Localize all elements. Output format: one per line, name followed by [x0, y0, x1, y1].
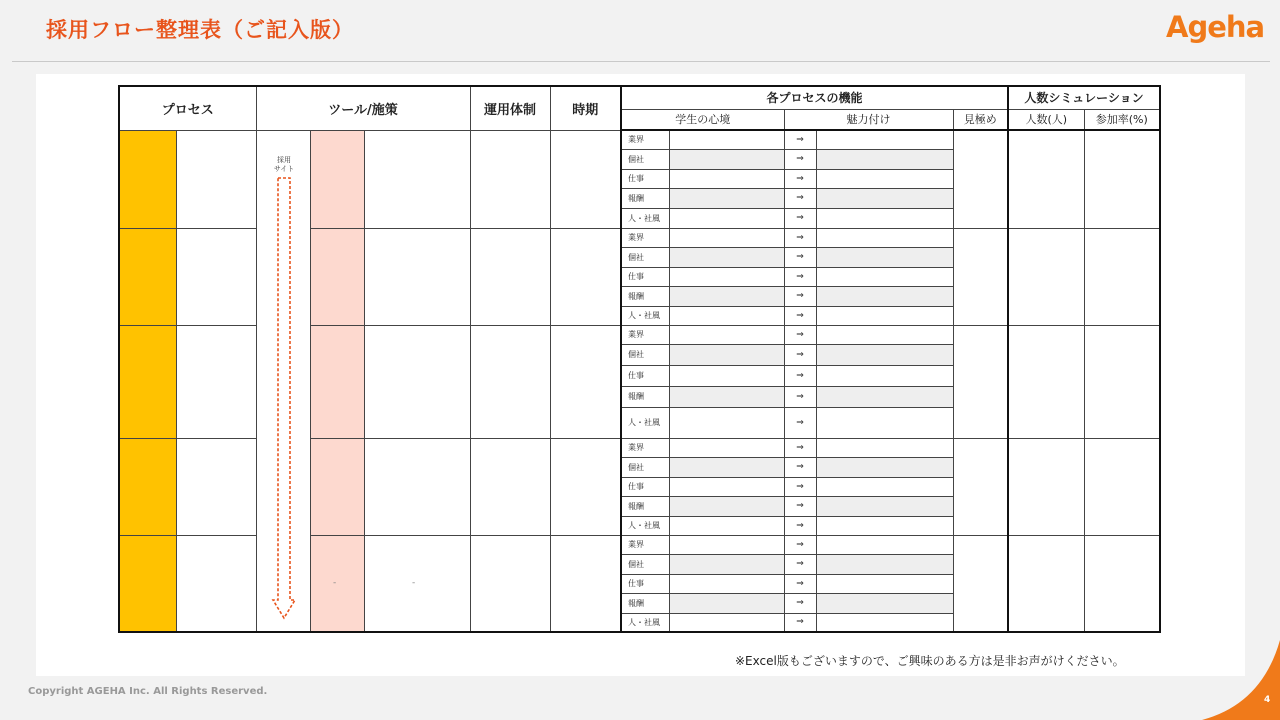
participation-cell[interactable]: [1084, 438, 1160, 535]
header-process: プロセス: [119, 86, 256, 130]
student-mind-cell[interactable]: [669, 613, 784, 632]
excel-note: ※Excel版もございますので、ご興味のある方は是非お声がけください。: [735, 654, 1125, 668]
appeal-cell[interactable]: [816, 407, 953, 438]
tool-name-cell[interactable]: [364, 228, 470, 325]
student-mind-cell[interactable]: [669, 306, 784, 325]
category-label: 報酬: [621, 188, 669, 208]
tool-color-cell[interactable]: [310, 325, 364, 438]
ageha-logo: Ageha: [1166, 10, 1265, 44]
count-cell[interactable]: [1008, 535, 1084, 632]
arrow-symbol: ⇒: [784, 325, 816, 344]
timing-cell[interactable]: [550, 535, 621, 632]
appeal-cell[interactable]: [816, 267, 953, 286]
arrow-symbol: ⇒: [784, 496, 816, 516]
category-label: 人・社風: [621, 208, 669, 228]
student-mind-cell[interactable]: [669, 386, 784, 407]
appeal-cell[interactable]: [816, 438, 953, 457]
header-simulation: 人数シミュレーション: [1008, 86, 1160, 109]
category-label: 個社: [621, 457, 669, 477]
participation-cell[interactable]: [1084, 228, 1160, 325]
appeal-cell[interactable]: [816, 169, 953, 188]
process-name-cell[interactable]: [176, 535, 256, 632]
timing-cell[interactable]: [550, 325, 621, 438]
tool-color-cell[interactable]: [310, 438, 364, 535]
corner-decoration-icon: [1200, 640, 1280, 720]
process-color-cell[interactable]: [119, 130, 176, 228]
appeal-cell[interactable]: [816, 208, 953, 228]
category-label: 仕事: [621, 365, 669, 386]
arrow-symbol: ⇒: [784, 188, 816, 208]
header-tools: ツール/施策: [256, 86, 470, 130]
arrow-symbol: ⇒: [784, 613, 816, 632]
evaluation-cell[interactable]: [953, 438, 1008, 535]
student-mind-cell[interactable]: [669, 407, 784, 438]
arrow-symbol: ⇒: [784, 457, 816, 477]
participation-cell[interactable]: [1084, 535, 1160, 632]
arrow-symbol: ⇒: [784, 344, 816, 365]
arrow-symbol: ⇒: [784, 574, 816, 593]
operation-cell[interactable]: [470, 535, 550, 632]
category-label: 仕事: [621, 574, 669, 593]
arrow-symbol: ⇒: [784, 169, 816, 188]
process-name-cell[interactable]: [176, 438, 256, 535]
header-timing: 時期: [550, 86, 621, 130]
appeal-cell[interactable]: [816, 477, 953, 496]
arrow-symbol: ⇒: [784, 535, 816, 554]
participation-cell[interactable]: [1084, 325, 1160, 438]
count-cell[interactable]: [1008, 130, 1084, 228]
tool-name-cell[interactable]: [364, 438, 470, 535]
operation-cell[interactable]: [470, 130, 550, 228]
arrow-symbol: ⇒: [784, 386, 816, 407]
category-label: 人・社風: [621, 407, 669, 438]
page-number: 4: [1264, 695, 1271, 705]
appeal-cell[interactable]: [816, 325, 953, 344]
student-mind-cell[interactable]: [669, 188, 784, 208]
student-mind-cell[interactable]: [669, 286, 784, 306]
category-label: 人・社風: [621, 306, 669, 325]
process-name-cell[interactable]: [176, 325, 256, 438]
process-name-cell[interactable]: [176, 228, 256, 325]
operation-cell[interactable]: [470, 325, 550, 438]
category-label: 個社: [621, 247, 669, 267]
student-mind-cell[interactable]: [669, 496, 784, 516]
dash-mark: -: [412, 578, 416, 588]
arrow-symbol: ⇒: [784, 247, 816, 267]
student-mind-cell[interactable]: [669, 593, 784, 613]
tool-name-cell[interactable]: [364, 325, 470, 438]
process-color-cell[interactable]: [119, 325, 176, 438]
subheader-participation: 参加率(%): [1084, 109, 1160, 130]
copyright: Copyright AGEHA Inc. All Rights Reserved.: [28, 686, 268, 697]
arrow-symbol: ⇒: [784, 306, 816, 325]
category-label: 報酬: [621, 386, 669, 407]
subheader-count: 人数(人): [1008, 109, 1084, 130]
arrow-symbol: ⇒: [784, 593, 816, 613]
arrow-symbol: ⇒: [784, 407, 816, 438]
appeal-cell[interactable]: [816, 535, 953, 554]
student-mind-cell[interactable]: [669, 228, 784, 247]
appeal-cell[interactable]: [816, 130, 953, 149]
timing-cell[interactable]: [550, 438, 621, 535]
category-label: 業界: [621, 438, 669, 457]
appeal-cell[interactable]: [816, 554, 953, 574]
evaluation-cell[interactable]: [953, 325, 1008, 438]
tool-color-cell[interactable]: [310, 130, 364, 228]
appeal-cell[interactable]: [816, 613, 953, 632]
category-label: 業界: [621, 130, 669, 149]
process-color-cell[interactable]: [119, 535, 176, 632]
category-label: 業界: [621, 325, 669, 344]
student-mind-cell[interactable]: [669, 516, 784, 535]
arrow-symbol: ⇒: [784, 286, 816, 306]
category-label: 業界: [621, 535, 669, 554]
table-row: [119, 130, 1160, 149]
student-mind-cell[interactable]: [669, 325, 784, 344]
subheader-student-mind: 学生の心境: [621, 109, 784, 130]
tool-color-cell[interactable]: [310, 535, 364, 632]
student-mind-cell[interactable]: [669, 130, 784, 149]
evaluation-cell[interactable]: [953, 130, 1008, 228]
tool-name-cell[interactable]: [364, 535, 470, 632]
student-mind-cell[interactable]: [669, 267, 784, 286]
subheader-evaluation: 見極め: [953, 109, 1008, 130]
evaluation-cell[interactable]: [953, 228, 1008, 325]
appeal-cell[interactable]: [816, 228, 953, 247]
student-mind-cell[interactable]: [669, 169, 784, 188]
process-color-cell[interactable]: [119, 228, 176, 325]
student-mind-cell[interactable]: [669, 554, 784, 574]
tool-color-cell[interactable]: [310, 228, 364, 325]
header-divider: [12, 61, 1270, 62]
appeal-cell[interactable]: [816, 496, 953, 516]
category-label: 個社: [621, 344, 669, 365]
count-cell[interactable]: [1008, 438, 1084, 535]
arrow-symbol: ⇒: [784, 438, 816, 457]
count-cell[interactable]: [1008, 228, 1084, 325]
appeal-cell[interactable]: [816, 247, 953, 267]
student-mind-cell[interactable]: [669, 438, 784, 457]
subheader-appeal: 魅力付け: [784, 109, 953, 130]
page-title: 採用フロー整理表（ご記入版）: [46, 18, 354, 42]
student-mind-cell[interactable]: [669, 365, 784, 386]
arrow-symbol: ⇒: [784, 228, 816, 247]
student-mind-cell[interactable]: [669, 477, 784, 496]
process-color-cell[interactable]: [119, 438, 176, 535]
student-mind-cell[interactable]: [669, 344, 784, 365]
appeal-cell[interactable]: [816, 574, 953, 593]
header-functions: 各プロセスの機能: [621, 86, 1008, 109]
appeal-cell[interactable]: [816, 188, 953, 208]
student-mind-cell[interactable]: [669, 457, 784, 477]
category-label: 業界: [621, 228, 669, 247]
category-label: 報酬: [621, 496, 669, 516]
category-label: 人・社風: [621, 516, 669, 535]
evaluation-cell[interactable]: [953, 535, 1008, 632]
arrow-symbol: ⇒: [784, 267, 816, 286]
category-label: 仕事: [621, 267, 669, 286]
category-label: 仕事: [621, 169, 669, 188]
student-mind-cell[interactable]: [669, 247, 784, 267]
category-label: 個社: [621, 554, 669, 574]
arrow-symbol: ⇒: [784, 149, 816, 169]
participation-cell[interactable]: [1084, 130, 1160, 228]
category-label: 報酬: [621, 286, 669, 306]
arrow-symbol: ⇒: [784, 130, 816, 149]
count-cell[interactable]: [1008, 325, 1084, 438]
dash-mark: -: [333, 578, 337, 588]
category-label: 個社: [621, 149, 669, 169]
appeal-cell[interactable]: [816, 286, 953, 306]
appeal-cell[interactable]: [816, 365, 953, 386]
student-mind-cell[interactable]: [669, 574, 784, 593]
timing-cell[interactable]: [550, 228, 621, 325]
student-mind-cell[interactable]: [669, 535, 784, 554]
arrow-symbol: ⇒: [784, 208, 816, 228]
operation-cell[interactable]: [470, 438, 550, 535]
arrow-symbol: ⇒: [784, 516, 816, 535]
arrow-label: 採用 サイト: [273, 156, 295, 173]
operation-cell[interactable]: [470, 228, 550, 325]
process-name-cell[interactable]: [176, 130, 256, 228]
appeal-cell[interactable]: [816, 306, 953, 325]
header-operation: 運用体制: [470, 86, 550, 130]
appeal-cell[interactable]: [816, 386, 953, 407]
appeal-cell[interactable]: [816, 593, 953, 613]
arrow-symbol: ⇒: [784, 477, 816, 496]
appeal-cell[interactable]: [816, 344, 953, 365]
student-mind-cell[interactable]: [669, 208, 784, 228]
down-arrow-icon: [269, 156, 299, 622]
timing-cell[interactable]: [550, 130, 621, 228]
category-label: 仕事: [621, 477, 669, 496]
tool-name-cell[interactable]: [364, 130, 470, 228]
appeal-cell[interactable]: [816, 149, 953, 169]
category-label: 人・社風: [621, 613, 669, 632]
flow-arrow: [269, 156, 299, 622]
student-mind-cell[interactable]: [669, 149, 784, 169]
appeal-cell[interactable]: [816, 516, 953, 535]
appeal-cell[interactable]: [816, 457, 953, 477]
arrow-symbol: ⇒: [784, 365, 816, 386]
category-label: 報酬: [621, 593, 669, 613]
arrow-symbol: ⇒: [784, 554, 816, 574]
